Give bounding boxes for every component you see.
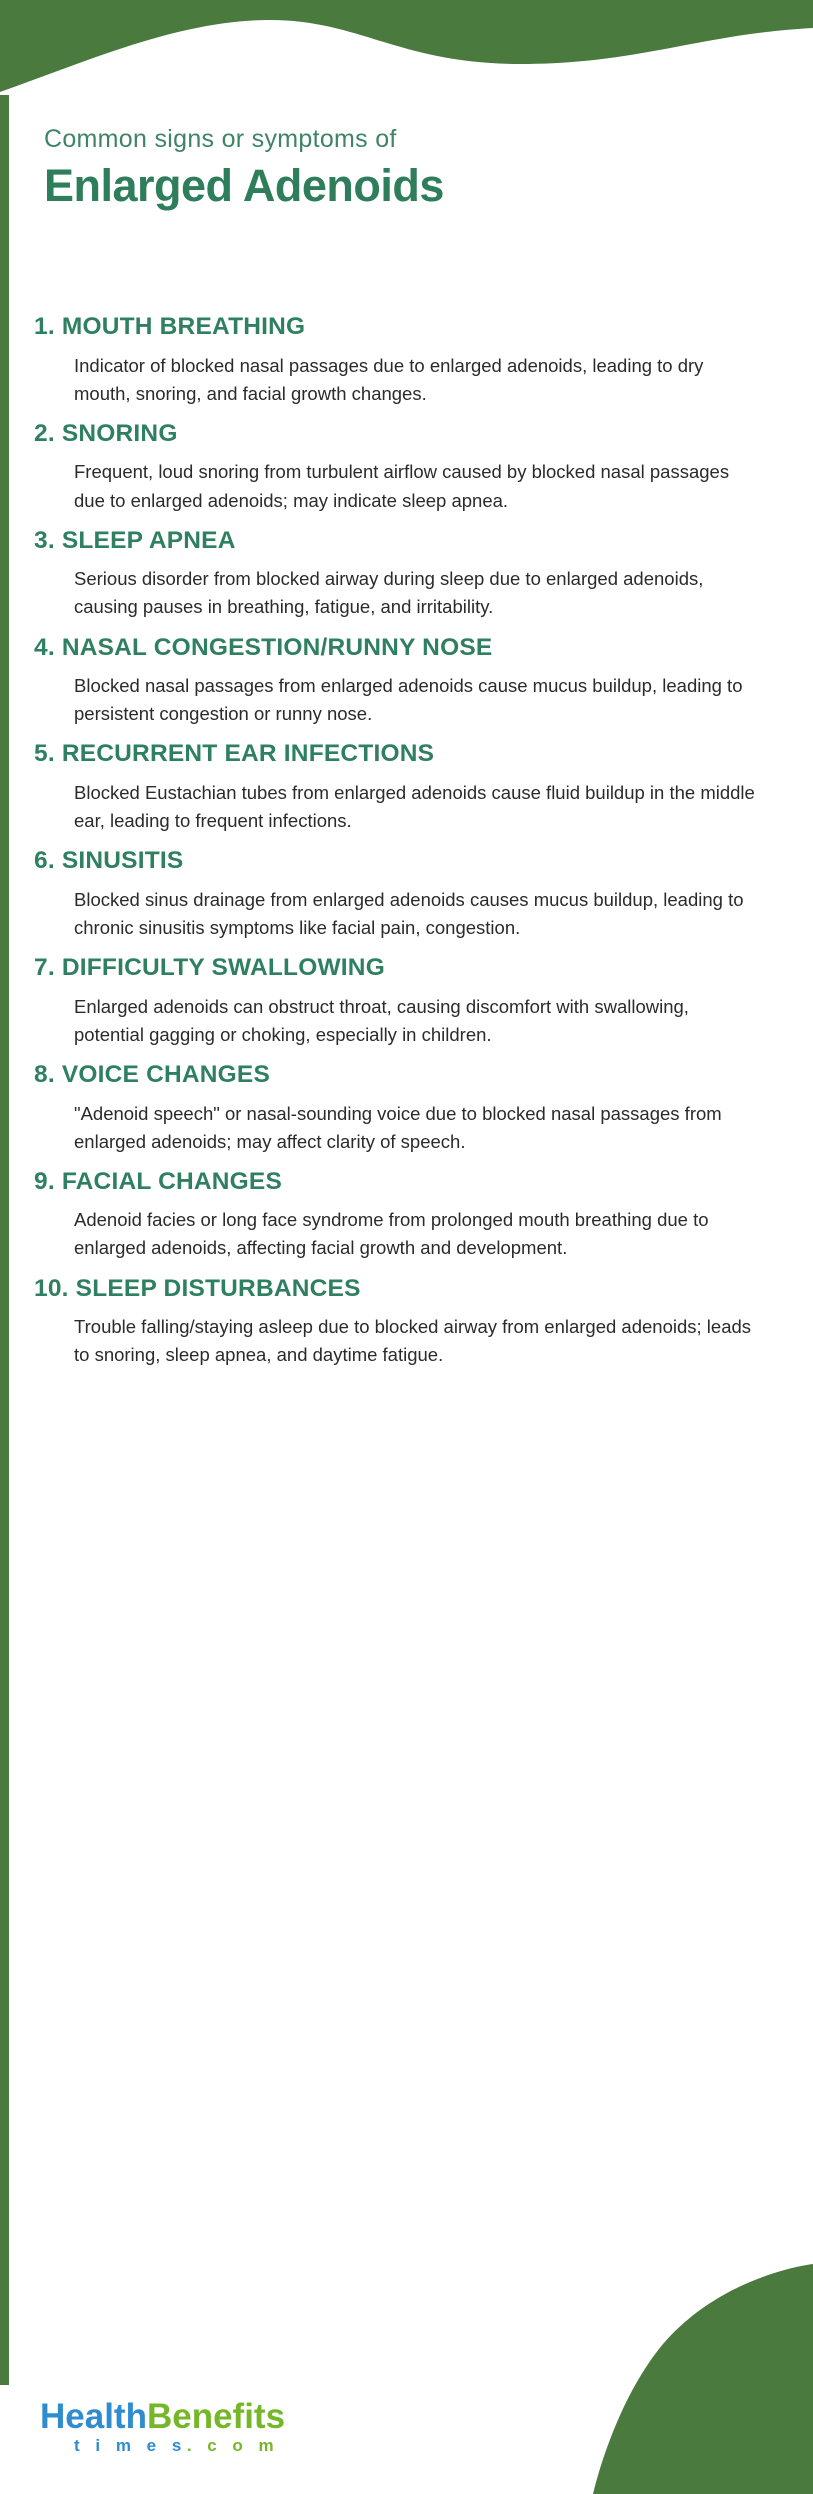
list-item-body: Blocked nasal passages from enlarged adenoids cause mucus buildup, leading to persistent congestion or runny nose.	[74, 675, 743, 725]
site-logo[interactable]	[40, 2399, 420, 2456]
page-subtitle: Common signs or symptoms of	[44, 125, 397, 153]
page-header	[44, 125, 784, 212]
list-item-body: Blocked Eustachian tubes from enlarged adenoids cause fluid buildup in the middle ear, leading to frequent infections.	[74, 782, 755, 832]
list-item	[34, 739, 794, 835]
list-item-heading: 10. SLEEP DISTURBANCES	[34, 1274, 361, 1302]
list-item-heading: 2. SNORING	[34, 419, 178, 447]
list-item-body: Serious disorder from blocked airway during sleep due to enlarged adenoids, causing pauses in breathing, fatigue, and irritability.	[74, 568, 704, 618]
list-item	[34, 312, 794, 408]
logo-dotcom-text: . c o m	[186, 2436, 280, 2455]
list-item	[34, 1274, 794, 1370]
list-item	[34, 526, 794, 622]
list-item	[34, 1167, 794, 1263]
list-item	[34, 846, 794, 942]
page-title: Enlarged Adenoids	[44, 160, 444, 211]
list-item	[34, 953, 794, 1049]
list-item-body: Blocked sinus drainage from enlarged adenoids causes mucus buildup, leading to chronic sinusitis symptoms like facial pain, congestion.	[74, 888, 744, 938]
list-item	[34, 1060, 794, 1156]
top-decorative-band	[0, 0, 813, 120]
list-item-heading: 3. SLEEP APNEA	[34, 526, 236, 554]
list-item-body: Adenoid facies or long face syndrome from prolonged mouth breathing due to enlarged adenoids, affecting facial growth and development.	[74, 1209, 709, 1259]
list-item-heading: 5. RECURRENT EAR INFECTIONS	[34, 740, 435, 768]
logo-tagline	[40, 2436, 420, 2456]
logo-benefits-text: Benefits	[146, 2397, 286, 2436]
list-item-heading: 6. SINUSITIS	[34, 847, 184, 875]
list-item-heading: 9. FACIAL CHANGES	[34, 1167, 282, 1195]
logo-times-text: t i m e s	[74, 2436, 187, 2455]
list-item-body: Indicator of blocked nasal passages due to enlarged adenoids, leading to dry mouth, snoring, and facial growth changes.	[74, 354, 704, 404]
bottom-corner-decoration	[473, 2264, 813, 2494]
list-item-body: Trouble falling/staying asleep due to blocked airway from enlarged adenoids; leads to snoring, sleep apnea, and daytime fatigue.	[74, 1316, 752, 1366]
logo-wordmark	[40, 2399, 420, 2434]
list-item	[34, 633, 794, 729]
left-accent-stripe	[0, 95, 9, 2385]
list-item-heading: 7. DIFFICULTY SWALLOWING	[34, 954, 385, 982]
list-item-heading: 4. NASAL CONGESTION/RUNNY NOSE	[34, 633, 493, 661]
list-item-body: "Adenoid speech" or nasal-sounding voice due to blocked nasal passages from enlarged adenoids; may affect clarity of speech.	[74, 1102, 722, 1152]
list-item	[34, 419, 794, 515]
logo-health-text: Health	[40, 2397, 147, 2436]
list-item-body: Enlarged adenoids can obstruct throat, causing discomfort with swallowing, potential gagging or choking, especially in children.	[74, 995, 689, 1045]
symptom-list	[34, 312, 794, 1380]
list-item-body: Frequent, loud snoring from turbulent airflow caused by blocked nasal passages due to enlarged adenoids; may indicate sleep apnea.	[74, 461, 730, 511]
list-item-heading: 1. MOUTH BREATHING	[34, 313, 306, 340]
list-item-heading: 8. VOICE CHANGES	[34, 1060, 270, 1088]
